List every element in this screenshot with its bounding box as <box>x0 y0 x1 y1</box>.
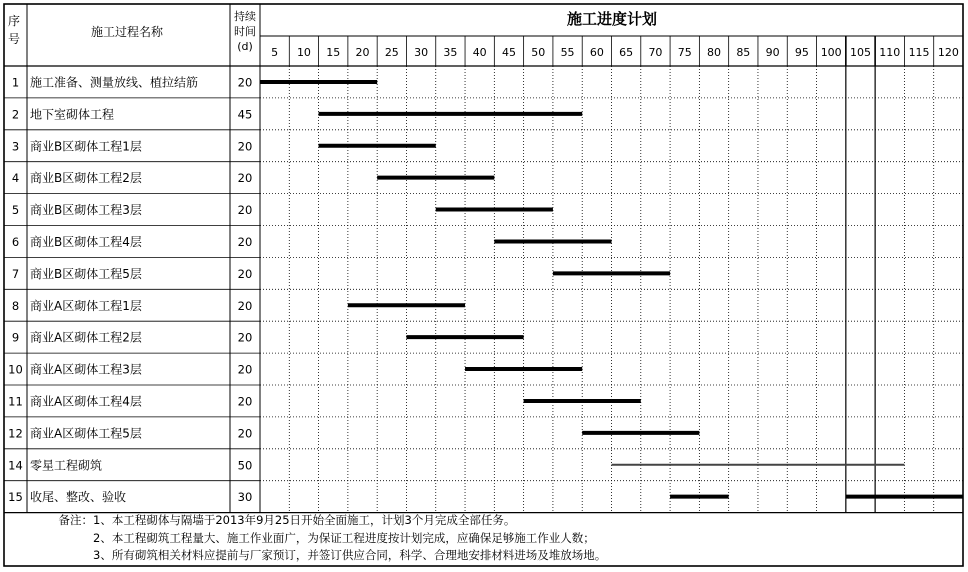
note-line-2 <box>31 530 961 548</box>
task-duration: 20 <box>237 298 253 313</box>
tick-label: 105 <box>849 46 871 59</box>
tick-label: 75 <box>677 46 692 59</box>
tick-label: 95 <box>794 46 809 59</box>
duration-header-line1: 持续 <box>234 10 256 23</box>
task-duration: 20 <box>237 234 253 249</box>
tick-label: 45 <box>501 46 516 59</box>
task-seq: 3 <box>11 139 20 154</box>
tick-label: 10 <box>296 46 311 59</box>
task-seq: 14 <box>8 458 23 473</box>
tick-label: 80 <box>707 46 722 59</box>
task-duration: 20 <box>237 426 253 441</box>
task-seq: 5 <box>11 203 20 218</box>
task-name: 收尾、整改、验收 <box>30 490 127 505</box>
task-seq: 10 <box>8 362 23 377</box>
tick-label: 20 <box>355 46 370 59</box>
task-duration: 20 <box>237 330 253 345</box>
notes-prefix: 备注： <box>58 513 93 527</box>
task-name: 地下室砌体工程 <box>30 107 115 122</box>
task-duration: 20 <box>237 139 253 154</box>
task-name: 商业B区砌体工程1层 <box>30 139 142 154</box>
task-seq: 8 <box>11 298 20 313</box>
note-text-2: 2、本工程砌筑工程量大、施工作业面广，为保证工程进度按计划完成，应确保足够施工作业人数； <box>93 530 595 545</box>
duration-header-line3: (d) <box>237 40 253 53</box>
task-seq: 12 <box>8 426 23 441</box>
task-seq: 9 <box>11 330 20 345</box>
duration-header-line2: 时间 <box>234 25 256 38</box>
seq-header-bottom: 号 <box>7 32 21 46</box>
tick-label: 25 <box>384 46 399 59</box>
tick-label: 40 <box>472 46 487 59</box>
tick-label: 110 <box>879 46 901 59</box>
task-name: 商业A区砌体工程5层 <box>30 426 142 441</box>
task-seq: 2 <box>11 107 20 122</box>
tick-label: 85 <box>736 46 751 59</box>
task-seq: 4 <box>11 171 20 186</box>
task-name: 商业A区砌体工程2层 <box>30 330 142 345</box>
task-name: 商业B区砌体工程3层 <box>30 203 142 218</box>
note-text-3: 3、所有砌筑相关材料应提前与厂家预订，并签订供应合同，科学、合理地安排材料进场及堆放场地。 <box>93 548 607 562</box>
note-line-1 <box>31 512 961 530</box>
task-duration: 45 <box>237 107 253 122</box>
tick-label: 100 <box>820 46 842 59</box>
task-name: 施工准备、测量放线、植拉结筋 <box>30 75 199 90</box>
task-duration: 20 <box>237 394 253 409</box>
task-duration: 20 <box>237 171 253 186</box>
tick-label: 5 <box>271 46 279 59</box>
tick-label: 90 <box>765 46 780 59</box>
task-name: 零星工程砌筑 <box>30 458 103 473</box>
task-duration: 20 <box>237 203 253 218</box>
tick-label: 115 <box>908 46 930 59</box>
tick-label: 50 <box>531 46 546 59</box>
task-seq: 6 <box>11 234 20 249</box>
tick-label: 30 <box>414 46 429 59</box>
tick-label: 55 <box>560 46 575 59</box>
task-seq: 11 <box>8 394 23 409</box>
task-duration: 30 <box>237 490 253 505</box>
task-name: 商业A区砌体工程3层 <box>30 362 142 377</box>
task-name: 商业B区砌体工程4层 <box>30 234 142 249</box>
note-line-3 <box>31 547 961 565</box>
notes-block <box>31 512 961 565</box>
tick-label: 15 <box>326 46 341 59</box>
chart-title: 施工进度计划 <box>566 10 658 28</box>
task-seq: 7 <box>11 266 20 281</box>
task-name: 商业A区砌体工程1层 <box>30 298 142 313</box>
tick-label: 35 <box>443 46 458 59</box>
tick-label: 60 <box>589 46 604 59</box>
task-duration: 20 <box>237 75 253 90</box>
name-header: 施工过程名称 <box>90 25 164 39</box>
task-name: 商业A区砌体工程4层 <box>30 394 142 409</box>
note-text-1: 1、本工程砌体与隔墙于2013年9月25日开始全面施工，计划3个月完成全部任务。 <box>93 513 516 527</box>
task-duration: 50 <box>237 458 253 473</box>
tick-label: 65 <box>619 46 634 59</box>
task-duration: 20 <box>237 362 253 377</box>
task-seq: 15 <box>8 490 23 505</box>
tick-label: 70 <box>648 46 663 59</box>
task-seq: 1 <box>11 75 20 90</box>
task-duration: 20 <box>237 266 253 281</box>
task-name: 商业B区砌体工程5层 <box>30 266 142 281</box>
tick-label: 120 <box>937 46 959 59</box>
task-name: 商业B区砌体工程2层 <box>30 171 142 186</box>
seq-header-top: 序 <box>7 14 21 28</box>
